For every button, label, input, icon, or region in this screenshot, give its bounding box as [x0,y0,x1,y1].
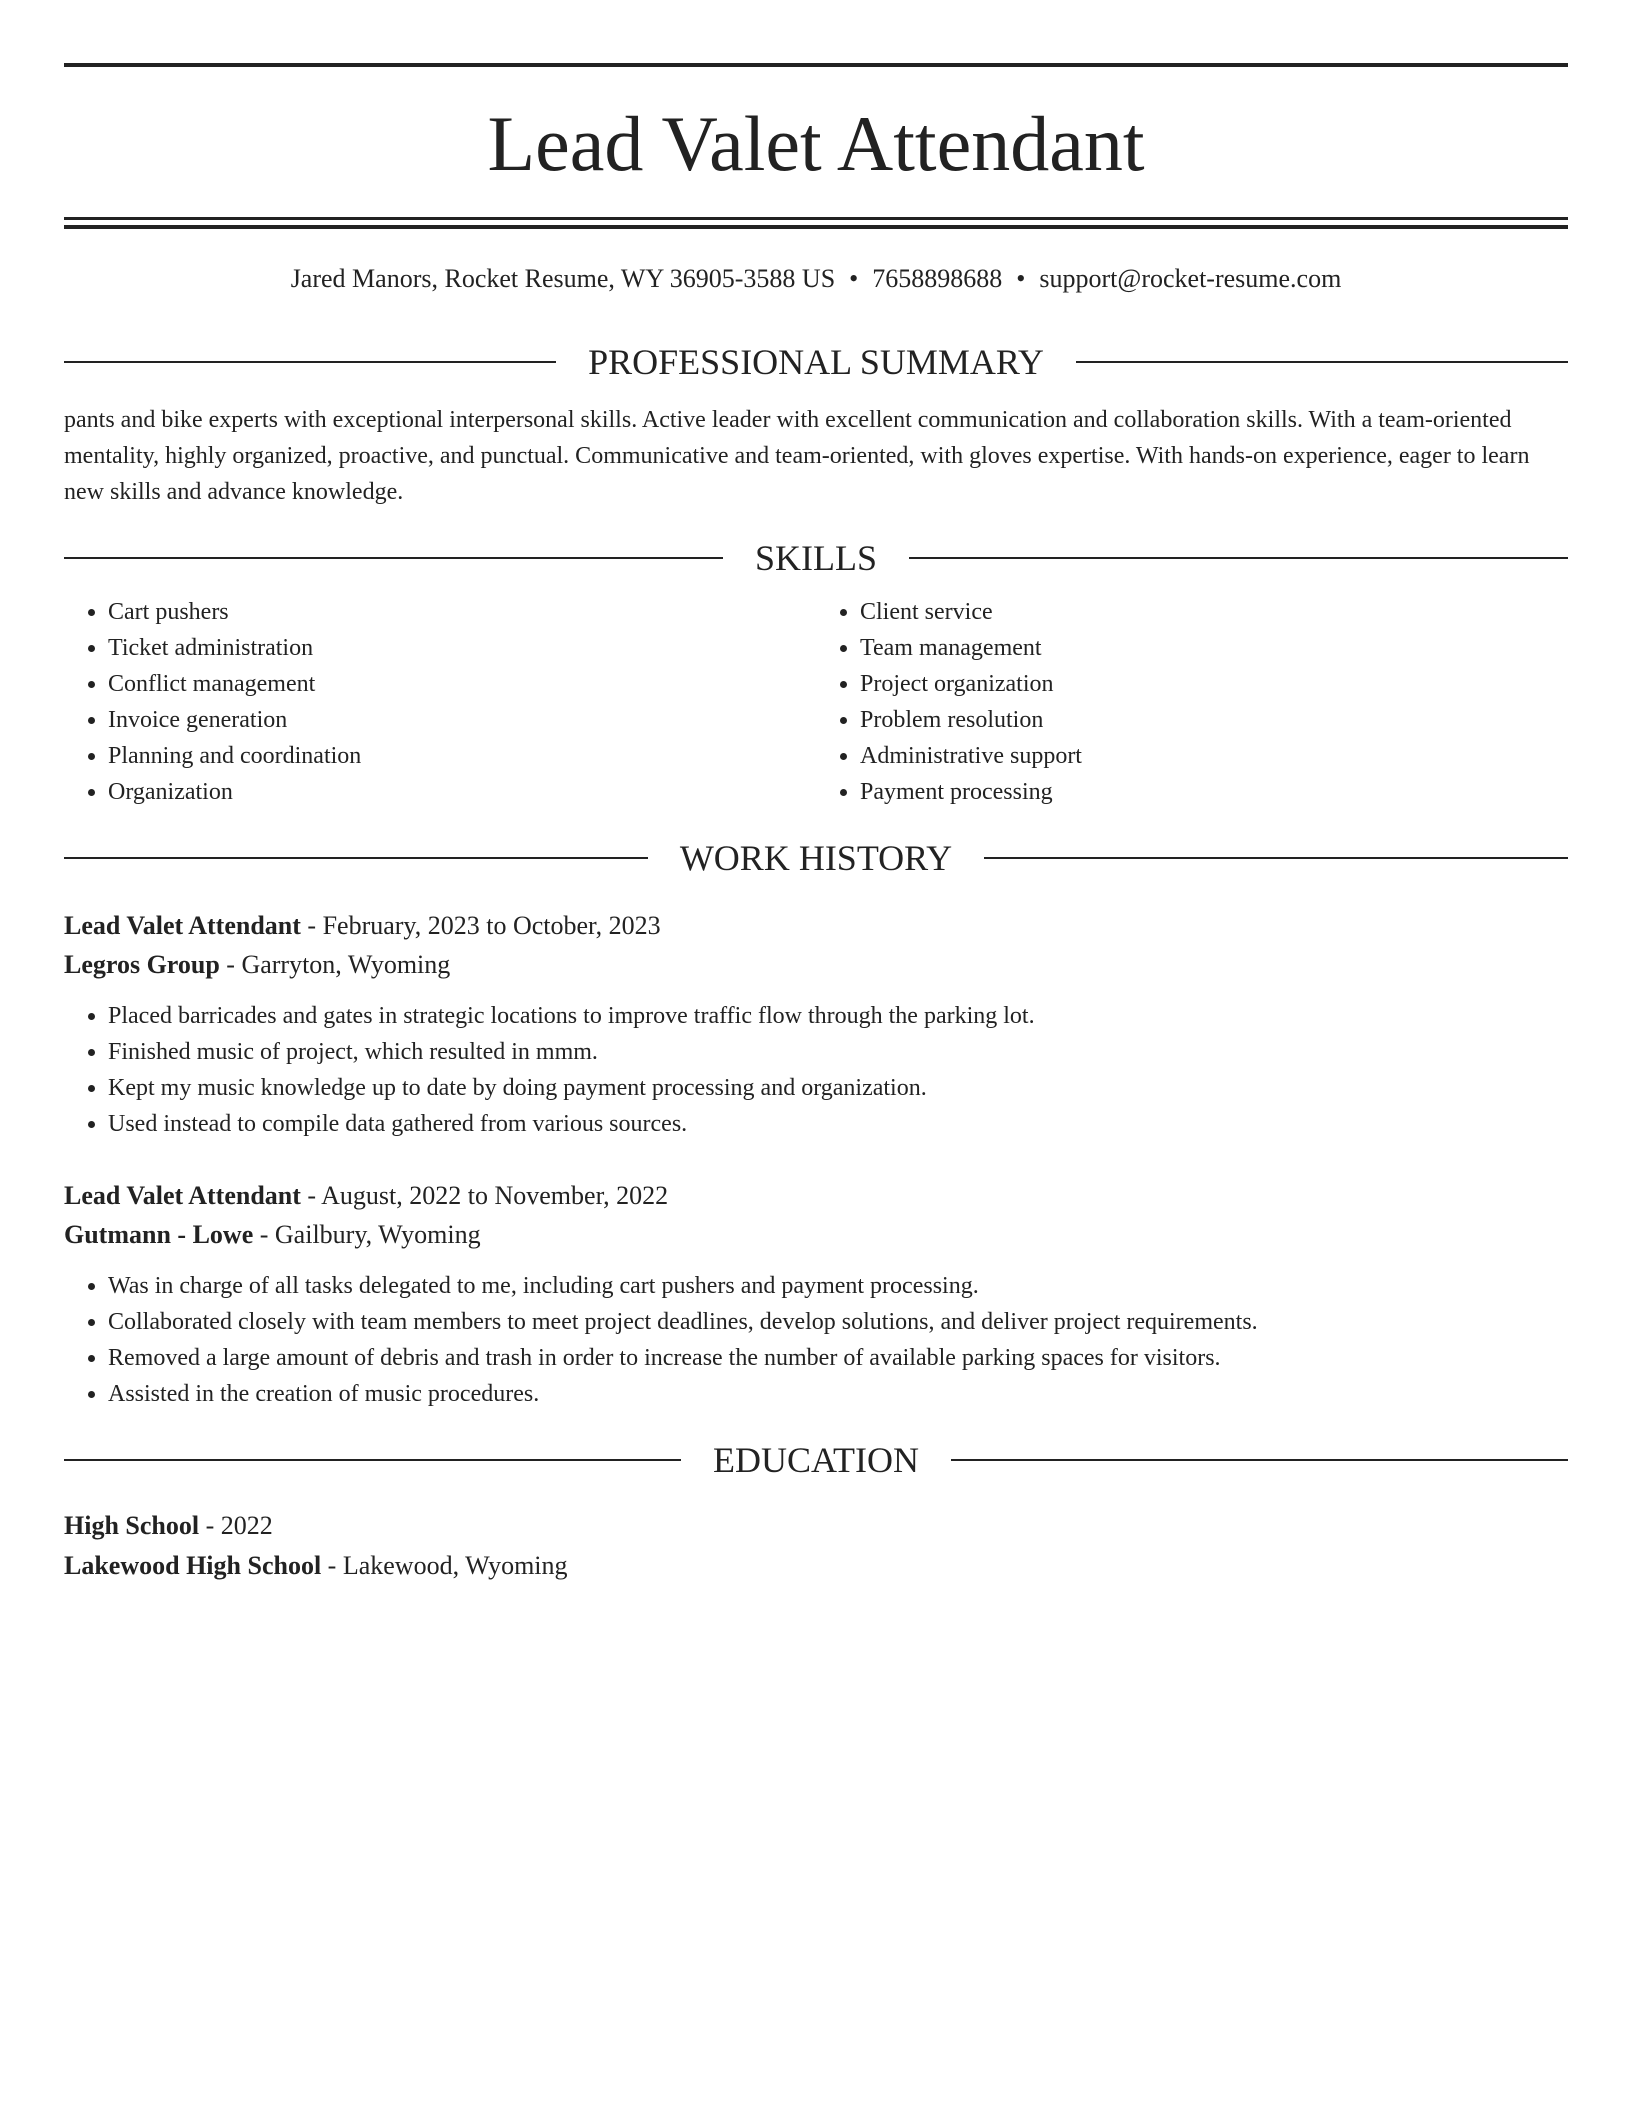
heading-rule [951,1459,1568,1461]
job-title-line [64,906,1568,945]
section-title: EDUCATION [713,1440,919,1481]
job-company-line [64,945,1568,984]
education-degree: High School [64,1511,200,1541]
job-company: Gutmann - Lowe [64,1220,254,1250]
education-school-line [64,1546,1568,1586]
skill-item: • Project organization [860,666,1568,702]
job-dates: - August, 2022 to November, 2022 [300,1181,669,1211]
job-title: Lead Valet Attendant [64,1181,301,1211]
contact-line [64,263,1568,294]
section-heading-work [64,838,1568,879]
skill-item: • Planning and coordination [108,738,816,774]
job-bullets [64,998,1568,1142]
heading-rule [64,857,648,859]
section-heading-education [64,1440,1568,1481]
job-location: - Garryton, Wyoming [219,950,451,980]
skill-item: • Conflict management [108,666,816,702]
double-rule [64,217,1568,229]
job-bullet: • Finished music of project, which resulted in mmm. [108,1034,1568,1070]
job-dates: - February, 2023 to October, 2023 [300,911,661,941]
section-heading-summary [64,342,1568,383]
contact-separator: • [1016,264,1026,293]
top-rule [64,63,1568,67]
skill-item: • Cart pushers [108,594,816,630]
heading-rule [64,361,556,363]
heading-rule [984,857,1568,859]
job-title-line [64,1176,1568,1215]
education-year: - 2022 [199,1511,273,1541]
heading-rule [64,557,723,559]
job-company-line [64,1215,1568,1254]
contact-email: support@rocket-resume.com [1039,264,1342,293]
job-bullet: • Used instead to compile data gathered from various sources. [108,1106,1568,1142]
skill-item: • Administrative support [860,738,1568,774]
job-bullet: • Assisted in the creation of music procedures. [108,1376,1568,1412]
heading-rule [64,1459,681,1461]
education-location: - Lakewood, Wyoming [321,1551,568,1581]
contact-phone: 7658898688 [872,264,1003,293]
heading-rule [909,557,1568,559]
job-bullets [64,1268,1568,1412]
job-bullet: • Was in charge of all tasks delegated to me, including cart pushers and payment processing. [108,1268,1568,1304]
skill-item: • Organization [108,774,816,810]
skills-list [64,594,1568,810]
skill-item: • Problem resolution [860,702,1568,738]
section-title: SKILLS [755,538,878,579]
job-title: Lead Valet Attendant [64,911,301,941]
education-entry [64,1506,1568,1586]
job-location: - Gailbury, Wyoming [253,1220,481,1250]
section-heading-skills [64,538,1568,579]
skill-item: • Client service [860,594,1568,630]
contact-address: Jared Manors, Rocket Resume, WY 36905-3588 US [290,264,836,293]
resume-name: Lead Valet Attendant [487,100,1145,187]
job-entry [64,1176,1568,1412]
skill-item: • Payment processing [860,774,1568,810]
skill-item: • Ticket administration [108,630,816,666]
skill-item: • Invoice generation [108,702,816,738]
education-degree-line [64,1506,1568,1546]
job-company: Legros Group [64,950,220,980]
summary-text: pants and bike experts with exceptional interpersonal skills. Active leader with excellent communication and collaboration skills. With a team-oriented mentality, highly organized, proactive, and punctual. Communicative and team-oriented, with gloves expertise. With hands-on experience, eager to learn new skills and advance knowledge. [64,407,1530,506]
job-bullet: • Placed barricades and gates in strategic locations to improve traffic flow through the parking lot. [108,998,1568,1034]
job-bullet: • Kept my music knowledge up to date by doing payment processing and organization. [108,1070,1568,1106]
education-school: Lakewood High School [64,1551,322,1581]
skills-column-left [64,594,816,810]
job-bullet: • Collaborated closely with team members to meet project deadlines, develop solutions, and deliver project requirements. [108,1304,1568,1340]
job-bullet: • Removed a large amount of debris and trash in order to increase the number of available parking spaces for visitors. [108,1340,1568,1376]
section-title: PROFESSIONAL SUMMARY [588,342,1044,383]
skills-column-right [816,594,1568,810]
heading-rule [1076,361,1568,363]
contact-separator: • [849,264,859,293]
section-title: WORK HISTORY [679,838,953,879]
skill-item: • Team management [860,630,1568,666]
job-entry [64,906,1568,1142]
